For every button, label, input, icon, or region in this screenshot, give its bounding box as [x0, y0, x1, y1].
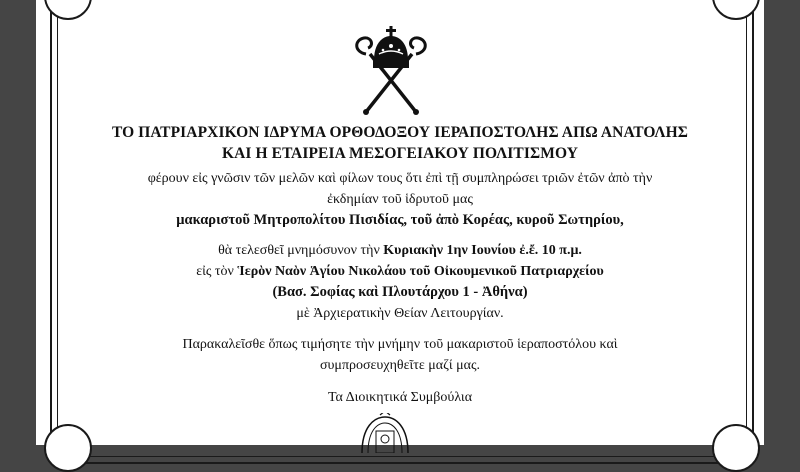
service-prefix: θὰ τελεσθεῖ μνημόσυνον τὴν	[218, 243, 384, 258]
announcement-text	[36, 122, 764, 408]
place-prefix: εἰς τὸν	[196, 264, 238, 279]
service-place-line	[36, 261, 764, 282]
frame-corner-ornament	[712, 0, 760, 20]
frame-corner-ornament	[44, 0, 92, 20]
service-date-line	[36, 240, 764, 261]
ornamental-seal-icon	[354, 413, 416, 453]
closing-line-2: συμπροσευχηθεῖτε μαζί μας.	[319, 358, 481, 373]
intro-line-1: φέρουν εἰς γνῶσιν τῶν μελῶν καὶ φίλων τους ὅτι ἐπὶ τῇ συμπληρώσει τριῶν ἐτῶν ἀπὸ τὴν	[147, 171, 653, 186]
service-place: Ἱερὸν Ναὸν Ἁγίου Νικολάου τοῦ Οἰκουμενικοῦ Πατριαρχείου	[237, 264, 604, 279]
frame-corner-ornament	[44, 424, 92, 472]
mitre-with-crossed-croziers-icon	[346, 24, 436, 120]
service-liturgy: μὲ Ἀρχιερατικὴν Θείαν Λειτουργίαν.	[296, 306, 504, 321]
signature: Τα Διοικητικά Συμβούλια	[327, 390, 473, 405]
service-address: (Βασ. Σοφίας καὶ Πλουτάρχου 1 - Ἀθήνα)	[272, 284, 528, 300]
service-date: Κυριακὴν 1ην Ιουνίου ἐ.ἔ. 10 π.μ.	[383, 243, 582, 258]
header-line-2: ΚΑΙ Η ΕΤΑΙΡΕΙΑ ΜΕΣΟΓΕΙΑΚΟΥ ΠΟΛΙΤΙΣΜΟΥ	[221, 145, 579, 162]
closing-line-1: Παρακαλεῖσθε ὅπως τιμήσητε τὴν μνήμην τοῦ μακαριστοῦ ἱεραποστόλου καὶ	[182, 337, 618, 352]
header-line-1: ΤΟ ΠΑΤΡΙΑΡΧΙΚΟΝ ΙΔΡΥΜΑ ΟΡΘΟΔΟΞΟΥ ΙΕΡΑΠΟΣΤΟΛΗΣ ΑΠΩ ΑΝΑΤΟΛΗΣ	[111, 124, 689, 141]
frame-corner-ornament	[712, 424, 760, 472]
honoree-name: μακαριστοῦ Μητροπολίτου Πισιδίας, τοῦ ἀπὸ Κορέας, κυροῦ Σωτηρίου,	[176, 212, 624, 228]
intro-line-2: ἐκδημίαν τοῦ ἱδρυτοῦ μας	[327, 192, 473, 207]
